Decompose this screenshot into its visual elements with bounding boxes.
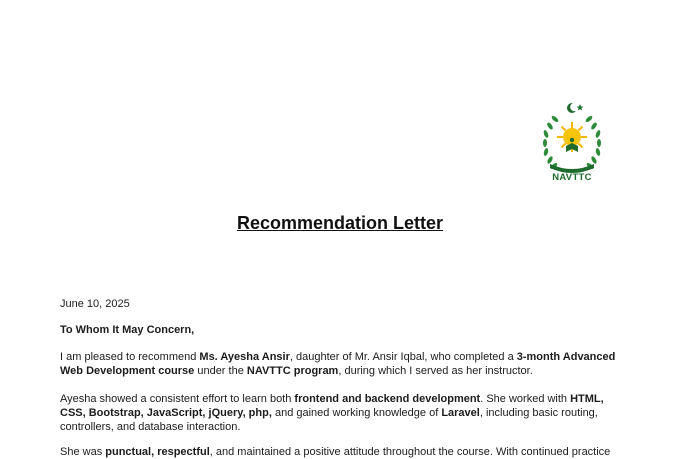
p1-course-name: 3-month Advanced Web Development course — [60, 351, 616, 377]
p2-text-a: Ayesha showed a consistent effort to learn both — [60, 393, 295, 405]
p3-traits: punctual, respectful — [105, 446, 210, 458]
p1-text-c: , daughter of Mr. Ansir Iqbal, who completed a — [289, 351, 517, 363]
p2-dev-areas: frontend and backend development — [294, 393, 481, 405]
p3-text-c: , and maintained a positive attitude throughout the course. With continued practice — [209, 446, 611, 458]
p2-text-e: , including basic routing, controllers, and database interaction. — [60, 407, 598, 433]
p2-text-c: . She worked with — [480, 393, 571, 405]
letter-date: June 10, 2025 — [60, 298, 130, 310]
paragraph-1 — [60, 350, 620, 378]
letter-title: Recommendation Letter — [236, 213, 444, 233]
p2-tech-list: HTML, CSS, Bootstrap, JavaScript, jQuery, php, — [60, 393, 604, 419]
p3-text-a: She was — [60, 446, 106, 458]
p2-text-d: and gained working knowledge of — [271, 407, 442, 419]
p1-program-name: NAVTTC program — [246, 365, 339, 377]
paragraph-2 — [60, 392, 620, 434]
logo-label: NAVTTC — [552, 172, 592, 183]
p1-text-d: under the — [194, 365, 247, 377]
p2-framework: Laravel — [441, 407, 480, 419]
letter-salutation: To Whom It May Concern, — [60, 324, 195, 336]
p1-text-e: , during which I served as her instructor. — [338, 365, 533, 377]
p1-student-name: Ms. Ayesha Ansir — [199, 351, 290, 363]
paragraph-3 — [60, 445, 620, 459]
p1-text-a: I am pleased to recommend — [60, 351, 200, 363]
